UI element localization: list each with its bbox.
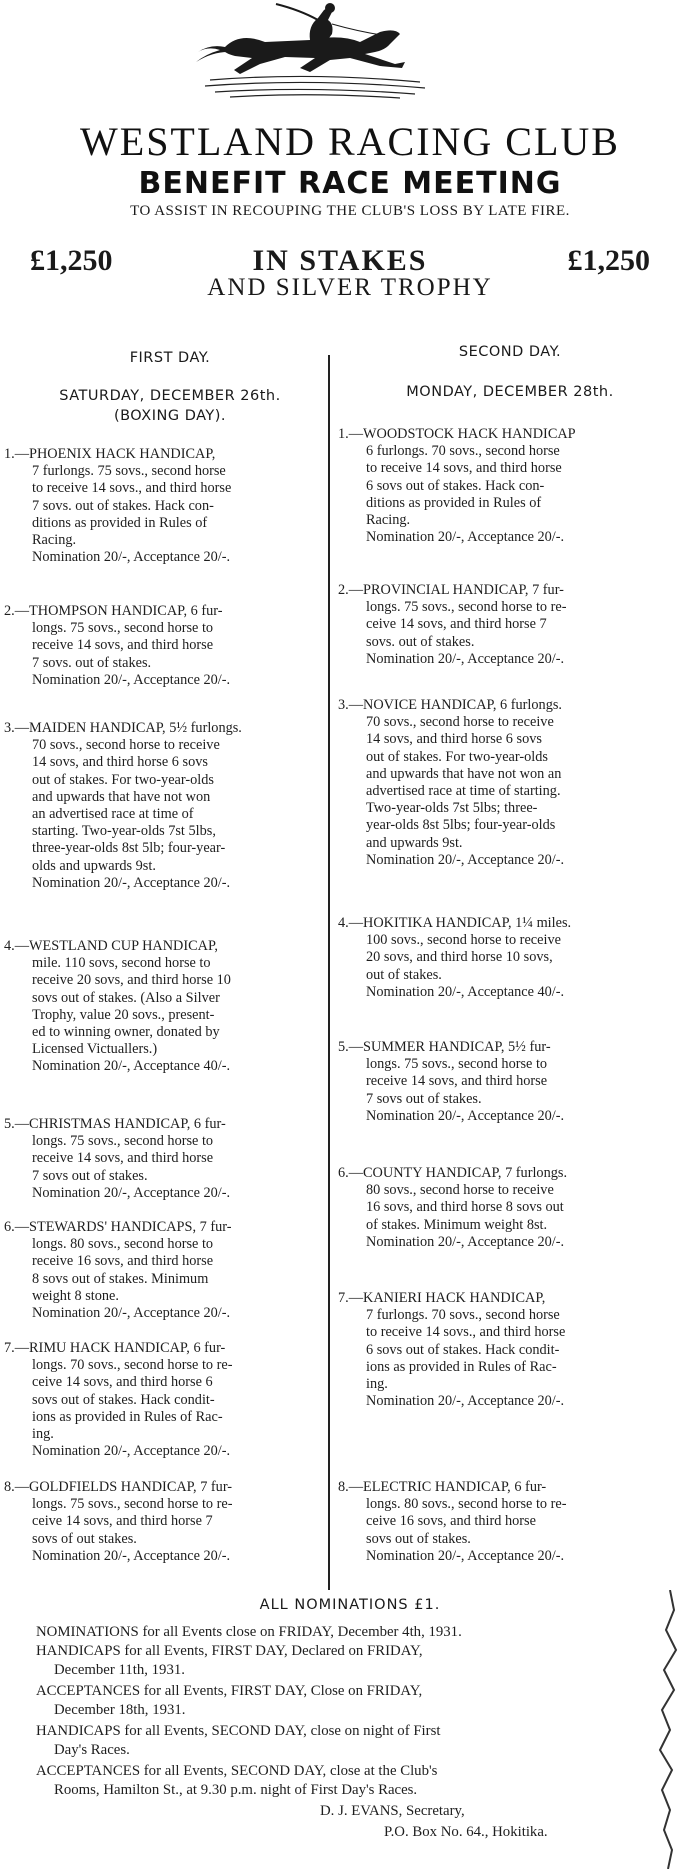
race-line: 80 sovs., second horse to receive [366, 1182, 554, 1199]
race-line: 7 furlongs. 70 sovs., second horse [366, 1307, 560, 1324]
race-line: ions as provided in Rules of Rac- [32, 1408, 223, 1425]
race-line: Licensed Victuallers.) [32, 1041, 158, 1058]
race-line: 20 sovs, and third horse 10 sovs, [366, 949, 553, 966]
race-line: receive 14 sovs, and third horse [32, 1150, 214, 1167]
race-title: 8.—GOLDFIELDS HANDICAP, 7 fur- [4, 1479, 233, 1495]
race-card [4, 1340, 322, 1460]
second-day-date: MONDAY, DECEMBER 28th. [406, 384, 614, 400]
race-line: and upwards that have not won [32, 788, 211, 805]
secretary-name: D. J. EVANS, Secretary, [320, 1803, 465, 1819]
race-line: 6 furlongs. 70 sovs., second horse [366, 443, 560, 460]
race-nomination: Nomination 20/-, Acceptance 20/-. [32, 874, 231, 891]
race-title: 6.—STEWARDS' HANDICAPS, 7 fur- [4, 1219, 232, 1235]
all-nominations-heading: ALL NOMINATIONS £1. [259, 1597, 441, 1613]
race-line: ceive 14 sovs, and third horse 6 [32, 1374, 213, 1391]
race-line: three-year-olds 8st 5lb; four-year- [32, 840, 226, 857]
race-line: 14 sovs, and third horse 6 sovs [32, 754, 208, 771]
race-line: longs. 75 sovs., second horse to re- [32, 1496, 233, 1513]
race-nomination: Nomination 20/-, Acceptance 20/-. [366, 1547, 565, 1564]
race-line: longs. 80 sovs., second horse to re- [366, 1496, 567, 1513]
race-card [4, 603, 322, 689]
race-line: 70 sovs., second horse to receive [366, 714, 554, 731]
race-card [338, 1290, 693, 1410]
race-title: 8.—ELECTRIC HANDICAP, 6 fur- [338, 1479, 547, 1495]
race-title: 1.—WOODSTOCK HACK HANDICAP [338, 426, 576, 442]
race-card [4, 446, 322, 566]
race-title: 7.—RIMU HACK HANDICAP, 6 fur- [4, 1340, 226, 1356]
race-line: 6 sovs out of stakes. Hack condit- [366, 1341, 560, 1358]
race-line: Racing. [366, 512, 411, 529]
stakes-mid: IN STAKES [252, 244, 428, 277]
race-nomination: Nomination 20/-, Acceptance 20/-. [366, 1107, 565, 1124]
race-line: sovs of out stakes. [32, 1530, 137, 1547]
race-line: sovs. out of stakes. [366, 633, 475, 650]
race-line: receive 14 sovs, and third horse [366, 1073, 548, 1090]
race-line: 8 sovs out of stakes. Minimum [32, 1270, 209, 1287]
race-line: olds and upwards 9st. [32, 857, 156, 874]
race-line: ing. [32, 1426, 54, 1443]
race-nomination: Nomination 20/-, Acceptance 40/-. [32, 1058, 231, 1075]
notice-line: December 18th, 1931. [54, 1702, 186, 1718]
race-line: ceive 14 sovs, and third horse 7 [32, 1513, 213, 1530]
meeting-purpose: TO ASSIST IN RECOUPING THE CLUB'S LOSS BY LATE FIRE. [130, 203, 570, 219]
race-line: ions as provided in Rules of Rac- [366, 1358, 557, 1375]
notice-line: HANDICAPS for all Events, FIRST DAY, Declared on FRIDAY, [36, 1643, 423, 1659]
race-title: 3.—MAIDEN HANDICAP, 5½ furlongs. [4, 720, 242, 736]
race-line: 7 sovs. out of stakes. [32, 654, 152, 671]
race-line: ceive 14 sovs, and third horse 7 [366, 616, 547, 633]
race-card [338, 1039, 693, 1125]
notice-line: Day's Races. [54, 1742, 130, 1758]
race-card [338, 582, 693, 668]
race-line: sovs out of stakes. (Also a Silver [32, 989, 220, 1006]
race-line: 16 sovs, and third horse 8 sovs out [366, 1199, 564, 1216]
race-title: 7.—KANIERI HACK HANDICAP, [338, 1290, 546, 1306]
first-day-heading: FIRST DAY. [129, 350, 211, 366]
race-nomination: Nomination 20/-, Acceptance 20/-. [366, 1233, 565, 1250]
race-line: starting. Two-year-olds 7st 5lbs, [32, 823, 216, 840]
race-title: 2.—PROVINCIAL HANDICAP, 7 fur- [338, 582, 564, 598]
race-title: 4.—WESTLAND CUP HANDICAP, [4, 938, 218, 954]
race-line: an advertised race at time of [32, 806, 194, 823]
race-line: 14 sovs, and third horse 6 sovs [366, 731, 542, 748]
race-line: receive 14 sovs, and third horse [32, 637, 214, 654]
race-card [4, 720, 322, 892]
race-card [4, 1219, 322, 1322]
race-nomination: Nomination 20/-, Acceptance 20/-. [32, 1443, 231, 1460]
race-card [4, 1116, 322, 1202]
race-line: Racing. [32, 532, 77, 549]
race-line: ing. [366, 1376, 388, 1393]
race-line: Trophy, value 20 sovs., present- [32, 1006, 215, 1023]
race-line: ditions as provided in Rules of [32, 514, 208, 531]
race-line: 7 sovs out of stakes. [32, 1167, 148, 1184]
race-line: mile. 110 sovs, second horse to [32, 955, 211, 972]
race-title: 2.—THOMPSON HANDICAP, 6 fur- [4, 603, 223, 619]
notice-line: ACCEPTANCES for all Events, SECOND DAY, close at the Club's [36, 1763, 438, 1779]
race-line: ditions as provided in Rules of [366, 494, 542, 511]
stakes-banner [30, 244, 650, 278]
secretary-address: P.O. Box No. 64., Hokitika. [384, 1824, 548, 1840]
race-nomination: Nomination 20/-, Acceptance 20/-. [32, 1305, 231, 1322]
first-day-note: (BOXING DAY). [113, 408, 227, 424]
race-line: 100 sovs., second horse to receive [366, 932, 561, 949]
race-nomination: Nomination 20/-, Acceptance 20/-. [366, 529, 565, 546]
race-line: longs. 75 sovs., second horse to re- [366, 599, 567, 616]
club-name: WESTLAND RACING CLUB [80, 119, 620, 164]
stakes-right: £1,250 [567, 244, 650, 277]
race-card [338, 426, 693, 546]
race-line: receive 20 sovs, and third horse 10 [32, 972, 231, 989]
race-line: advertised race at time of starting. [366, 783, 561, 800]
race-nomination: Nomination 20/-, Acceptance 20/-. [366, 1393, 565, 1410]
race-card [338, 915, 693, 1001]
torn-edge-decoration [640, 1590, 700, 1869]
race-title: 1.—PHOENIX HACK HANDICAP, [4, 446, 216, 462]
race-line: ceive 16 sovs, and third horse [366, 1513, 536, 1530]
racehorse-jockey-icon [190, 2, 440, 102]
notice-line: HANDICAPS for all Events, SECOND DAY, close on night of First [36, 1723, 441, 1739]
race-line: longs. 75 sovs., second horse to [32, 620, 214, 637]
race-nomination: Nomination 20/-, Acceptance 20/-. [32, 549, 231, 566]
race-line: receive 16 sovs, and third horse [32, 1253, 214, 1270]
race-card [338, 1165, 693, 1251]
race-card [4, 938, 322, 1076]
race-card [4, 1479, 322, 1565]
first-day-date: SATURDAY, DECEMBER 26th. [59, 388, 281, 404]
race-line: Two-year-olds 7st 5lbs; three- [366, 800, 538, 817]
race-nomination: Nomination 20/-, Acceptance 20/-. [32, 1547, 231, 1564]
notice-line: ACCEPTANCES for all Events, FIRST DAY, Close on FRIDAY, [36, 1683, 423, 1699]
race-line: weight 8 stone. [32, 1287, 119, 1304]
race-line: 7 furlongs. 75 sovs., second horse [32, 463, 226, 480]
race-line: 7 sovs. out of stakes. Hack con- [32, 497, 214, 514]
race-line: to receive 14 sovs., and third horse [32, 480, 232, 497]
race-line: and upwards that have not won an [366, 765, 562, 782]
race-title: 6.—COUNTY HANDICAP, 7 furlongs. [338, 1165, 568, 1181]
race-line: out of stakes. For two-year-olds [366, 748, 548, 765]
race-title: 4.—HOKITIKA HANDICAP, 1¼ miles. [338, 915, 572, 931]
column-divider [328, 355, 330, 1590]
race-title: 5.—SUMMER HANDICAP, 5½ fur- [338, 1039, 551, 1055]
notice-line: Rooms, Hamilton St., at 9.30 p.m. night of First Day's Races. [54, 1782, 418, 1798]
race-line: longs. 80 sovs., second horse to [32, 1236, 214, 1253]
notice-line: December 11th, 1931. [54, 1662, 185, 1678]
race-nomination: Nomination 20/-, Acceptance 20/-. [32, 671, 231, 688]
race-line: to receive 14 sovs, and third horse [366, 460, 562, 477]
race-line: longs. 70 sovs., second horse to re- [32, 1357, 233, 1374]
race-line: ed to winning owner, donated by [32, 1024, 220, 1041]
race-line: 70 sovs., second horse to receive [32, 737, 220, 754]
race-line: sovs out of stakes. [366, 1530, 471, 1547]
race-line: out of stakes. [366, 966, 442, 983]
race-line: longs. 75 sovs., second horse to [32, 1133, 214, 1150]
race-line: and upwards 9st. [366, 834, 463, 851]
race-line: to receive 14 sovs., and third horse [366, 1324, 566, 1341]
race-line: year-olds 8st 5lbs; four-year-olds [366, 817, 556, 834]
race-nomination: Nomination 20/-, Acceptance 20/-. [32, 1184, 231, 1201]
stakes-left: £1,250 [30, 244, 113, 277]
race-line: of stakes. Minimum weight 8st. [366, 1216, 548, 1233]
meeting-title: BENEFIT RACE MEETING [138, 166, 562, 201]
second-day-heading: SECOND DAY. [458, 344, 562, 360]
race-card [338, 1479, 693, 1565]
race-nomination: Nomination 20/-, Acceptance 20/-. [366, 650, 565, 667]
race-title: 3.—NOVICE HANDICAP, 6 furlongs. [338, 697, 562, 713]
race-line: out of stakes. For two-year-olds [32, 771, 214, 788]
race-title: 5.—CHRISTMAS HANDICAP, 6 fur- [4, 1116, 226, 1132]
race-card [338, 697, 693, 869]
race-line: sovs out of stakes. Hack condit- [32, 1391, 215, 1408]
race-line: 7 sovs out of stakes. [366, 1090, 482, 1107]
race-nomination: Nomination 20/-, Acceptance 20/-. [366, 851, 565, 868]
silver-trophy: AND SILVER TROPHY [207, 274, 493, 301]
race-line: 6 sovs out of stakes. Hack con- [366, 477, 545, 494]
race-nomination: Nomination 20/-, Acceptance 40/-. [366, 983, 565, 1000]
race-line: longs. 75 sovs., second horse to [366, 1056, 548, 1073]
notice-line: NOMINATIONS for all Events close on FRIDAY, December 4th, 1931. [36, 1624, 462, 1640]
